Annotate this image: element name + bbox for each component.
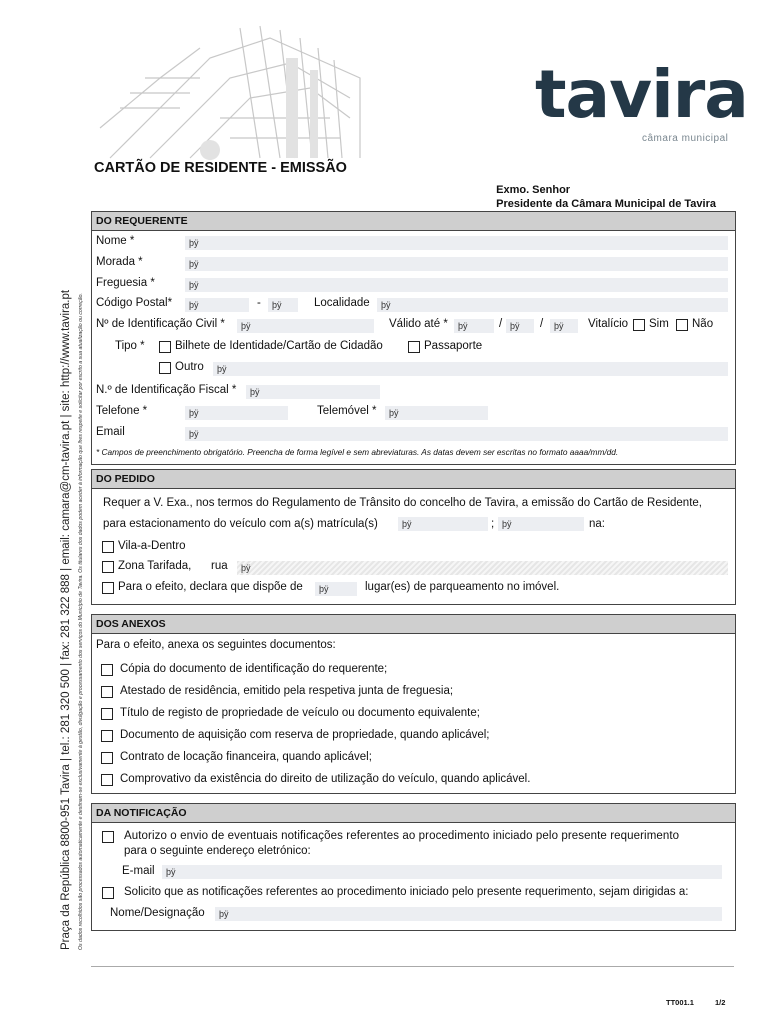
bilhete-label: Bilhete de Identidade/Cartão de Cidadão <box>175 340 383 352</box>
anexo-item-3: Título de registo de propriedade de veículo ou documento equivalente; <box>120 707 480 719</box>
page-number: 1/2 <box>715 998 726 1007</box>
anexo-item-2: Atestado de residência, emitido pela respetiva junta de freguesia; <box>120 685 454 697</box>
notificacao-email-label: E-mail <box>122 865 155 877</box>
anexo-checkbox-3[interactable] <box>101 708 113 720</box>
nome-designacao-field[interactable]: þÿ <box>215 907 722 921</box>
telemovel-field[interactable]: þÿ <box>385 406 488 420</box>
zona-checkbox[interactable] <box>102 561 114 573</box>
anexo-checkbox-5[interactable] <box>101 752 113 764</box>
solicito-checkbox[interactable] <box>102 887 114 899</box>
vitalicio-label: Vitalício <box>588 318 629 330</box>
valido-ate-day[interactable]: þÿ <box>550 319 578 333</box>
nao-label: Não <box>692 318 714 330</box>
morada-field[interactable]: þÿ <box>185 257 728 271</box>
addressee <box>496 183 716 211</box>
freguesia-field[interactable]: þÿ <box>185 278 728 292</box>
section-header: DO REQUERENTE <box>92 212 735 231</box>
localidade-label: Localidade <box>314 297 370 309</box>
logo-tavira: tavira <box>535 56 748 133</box>
codigo-postal-dash: - <box>257 297 261 309</box>
sidebar-privacy-note: Os dados recolhidos são processados automaticamente e destinam-se exclusivamente à gestão, divulgação e processamento dos serviços do Município de Tavira. Os titulares dos dados podem aceder à informação que lhes respeite e solicitar por escrito a sua atualização ou correção. <box>78 293 84 950</box>
anexo-checkbox-2[interactable] <box>101 686 113 698</box>
anexo-item-1: Cópia do documento de identificação do requerente; <box>120 663 388 675</box>
tipo-label: Tipo * <box>115 340 145 352</box>
logo-subtitle: câmara municipal <box>642 133 729 144</box>
section-header: DO PEDIDO <box>92 470 735 489</box>
bilhete-checkbox[interactable] <box>159 341 171 353</box>
id-civil-label: Nº de Identificação Civil * <box>96 318 225 330</box>
pedido-line2: para estacionamento do veículo com a(s) matrícula(s) <box>103 518 378 530</box>
na-label: na: <box>589 518 605 530</box>
zona-label: Zona Tarifada, <box>118 560 192 572</box>
email-label: Email <box>96 426 125 438</box>
codigo-postal-field-2[interactable]: þÿ <box>268 298 298 312</box>
date-slash-2: / <box>540 318 544 330</box>
anexo-checkbox-4[interactable] <box>101 730 113 742</box>
nome-field[interactable]: þÿ <box>185 236 728 250</box>
telefone-field[interactable]: þÿ <box>185 406 288 420</box>
section-header: DA NOTIFICAÇÃO <box>92 804 735 823</box>
header-illustration <box>90 18 370 160</box>
valido-ate-month[interactable]: þÿ <box>506 319 534 333</box>
anexo-checkbox-1[interactable] <box>101 664 113 676</box>
codigo-postal-field-1[interactable]: þÿ <box>185 298 249 312</box>
anexos-intro: Para o efeito, anexa os seguintes documentos: <box>96 639 336 651</box>
vila-label: Vila-a-Dentro <box>118 540 186 552</box>
efeito-label: Para o efeito, declara que dispõe de <box>118 581 303 593</box>
passaporte-label: Passaporte <box>424 340 483 352</box>
anexo-item-6: Comprovativo da existência do direito de utilização do veículo, quando aplicável. <box>120 773 531 785</box>
rua-field[interactable]: þÿ <box>237 561 728 575</box>
outro-checkbox[interactable] <box>159 362 171 374</box>
autorizo-line2: para o seguinte endereço eletrónico: <box>124 845 311 857</box>
vila-checkbox[interactable] <box>102 541 114 553</box>
form-code: TT001.1 <box>666 998 694 1007</box>
telefone-label: Telefone * <box>96 405 148 417</box>
anexo-checkbox-6[interactable] <box>101 774 113 786</box>
solicito-label: Solicito que as notificações referentes ao procedimento iniciado pelo presente requerimento, sejam dirigidas a: <box>124 886 689 898</box>
section-header: DOS ANEXOS <box>92 615 735 634</box>
id-civil-field[interactable]: þÿ <box>237 319 374 333</box>
addressee-line1: Exmo. Senhor <box>496 184 571 196</box>
nao-checkbox[interactable] <box>676 319 688 331</box>
codigo-postal-label: Código Postal* <box>96 297 173 309</box>
matricula-field-2[interactable]: þÿ <box>498 517 584 531</box>
anexo-item-5: Contrato de locação financeira, quando aplicável; <box>120 751 372 763</box>
date-slash-1: / <box>499 318 503 330</box>
outro-field[interactable]: þÿ <box>213 362 728 376</box>
autorizo-checkbox[interactable] <box>102 831 114 843</box>
valido-ate-label: Válido até * <box>389 318 448 330</box>
morada-label: Morada * <box>96 256 143 268</box>
rua-label: rua <box>211 560 228 572</box>
valido-ate-year[interactable]: þÿ <box>454 319 494 333</box>
telemovel-label: Telemóvel * <box>317 405 377 417</box>
outro-label: Outro <box>175 361 204 373</box>
anexo-item-4: Documento de aquisição com reserva de propriedade, quando aplicável; <box>120 729 490 741</box>
addressee-line2: Presidente da Câmara Municipal de Tavira <box>496 198 716 210</box>
required-fields-note: * Campos de preenchimento obrigatório. Preencha de forma legível e sem abreviaturas. As datas devem ser escritas no formato aaaa/mm/dd. <box>96 447 619 457</box>
nif-field[interactable]: þÿ <box>246 385 380 399</box>
freguesia-label: Freguesia * <box>96 277 155 289</box>
efeito-checkbox[interactable] <box>102 582 114 594</box>
passaporte-checkbox[interactable] <box>408 341 420 353</box>
email-field[interactable]: þÿ <box>185 427 728 441</box>
lugares-field[interactable]: þÿ <box>315 582 357 596</box>
localidade-field[interactable]: þÿ <box>377 298 728 312</box>
autorizo-line1: Autorizo o envio de eventuais notificações referentes ao procedimento iniciado pelo presente requerimento <box>124 830 680 842</box>
nome-label: Nome * <box>96 235 135 247</box>
nome-designacao-label: Nome/Designação <box>110 907 205 919</box>
matricula-field-1[interactable]: þÿ <box>398 517 488 531</box>
pedido-line1: Requer a V. Exa., nos termos do Regulamento de Trânsito do concelho de Tavira, a emissão do Cartão de Residente, <box>103 497 702 509</box>
matricula-separator: ; <box>491 518 495 530</box>
lugares-label: lugar(es) de parqueamento no imóvel. <box>365 581 560 593</box>
sim-checkbox[interactable] <box>633 319 645 331</box>
sim-label: Sim <box>649 318 669 330</box>
page-title: CARTÃO DE RESIDENTE - EMISSÃO <box>94 160 347 176</box>
nif-label: N.º de Identificação Fiscal * <box>96 384 237 396</box>
notificacao-email-field[interactable]: þÿ <box>162 865 722 879</box>
footer-divider <box>91 966 734 967</box>
sidebar-contact: Praça da República 8800-951 Tavira | tel.: 281 320 500 | fax: 281 322 888 | email: camara@cm-tavira.pt | site: http://www.tavira.pt <box>60 289 72 950</box>
